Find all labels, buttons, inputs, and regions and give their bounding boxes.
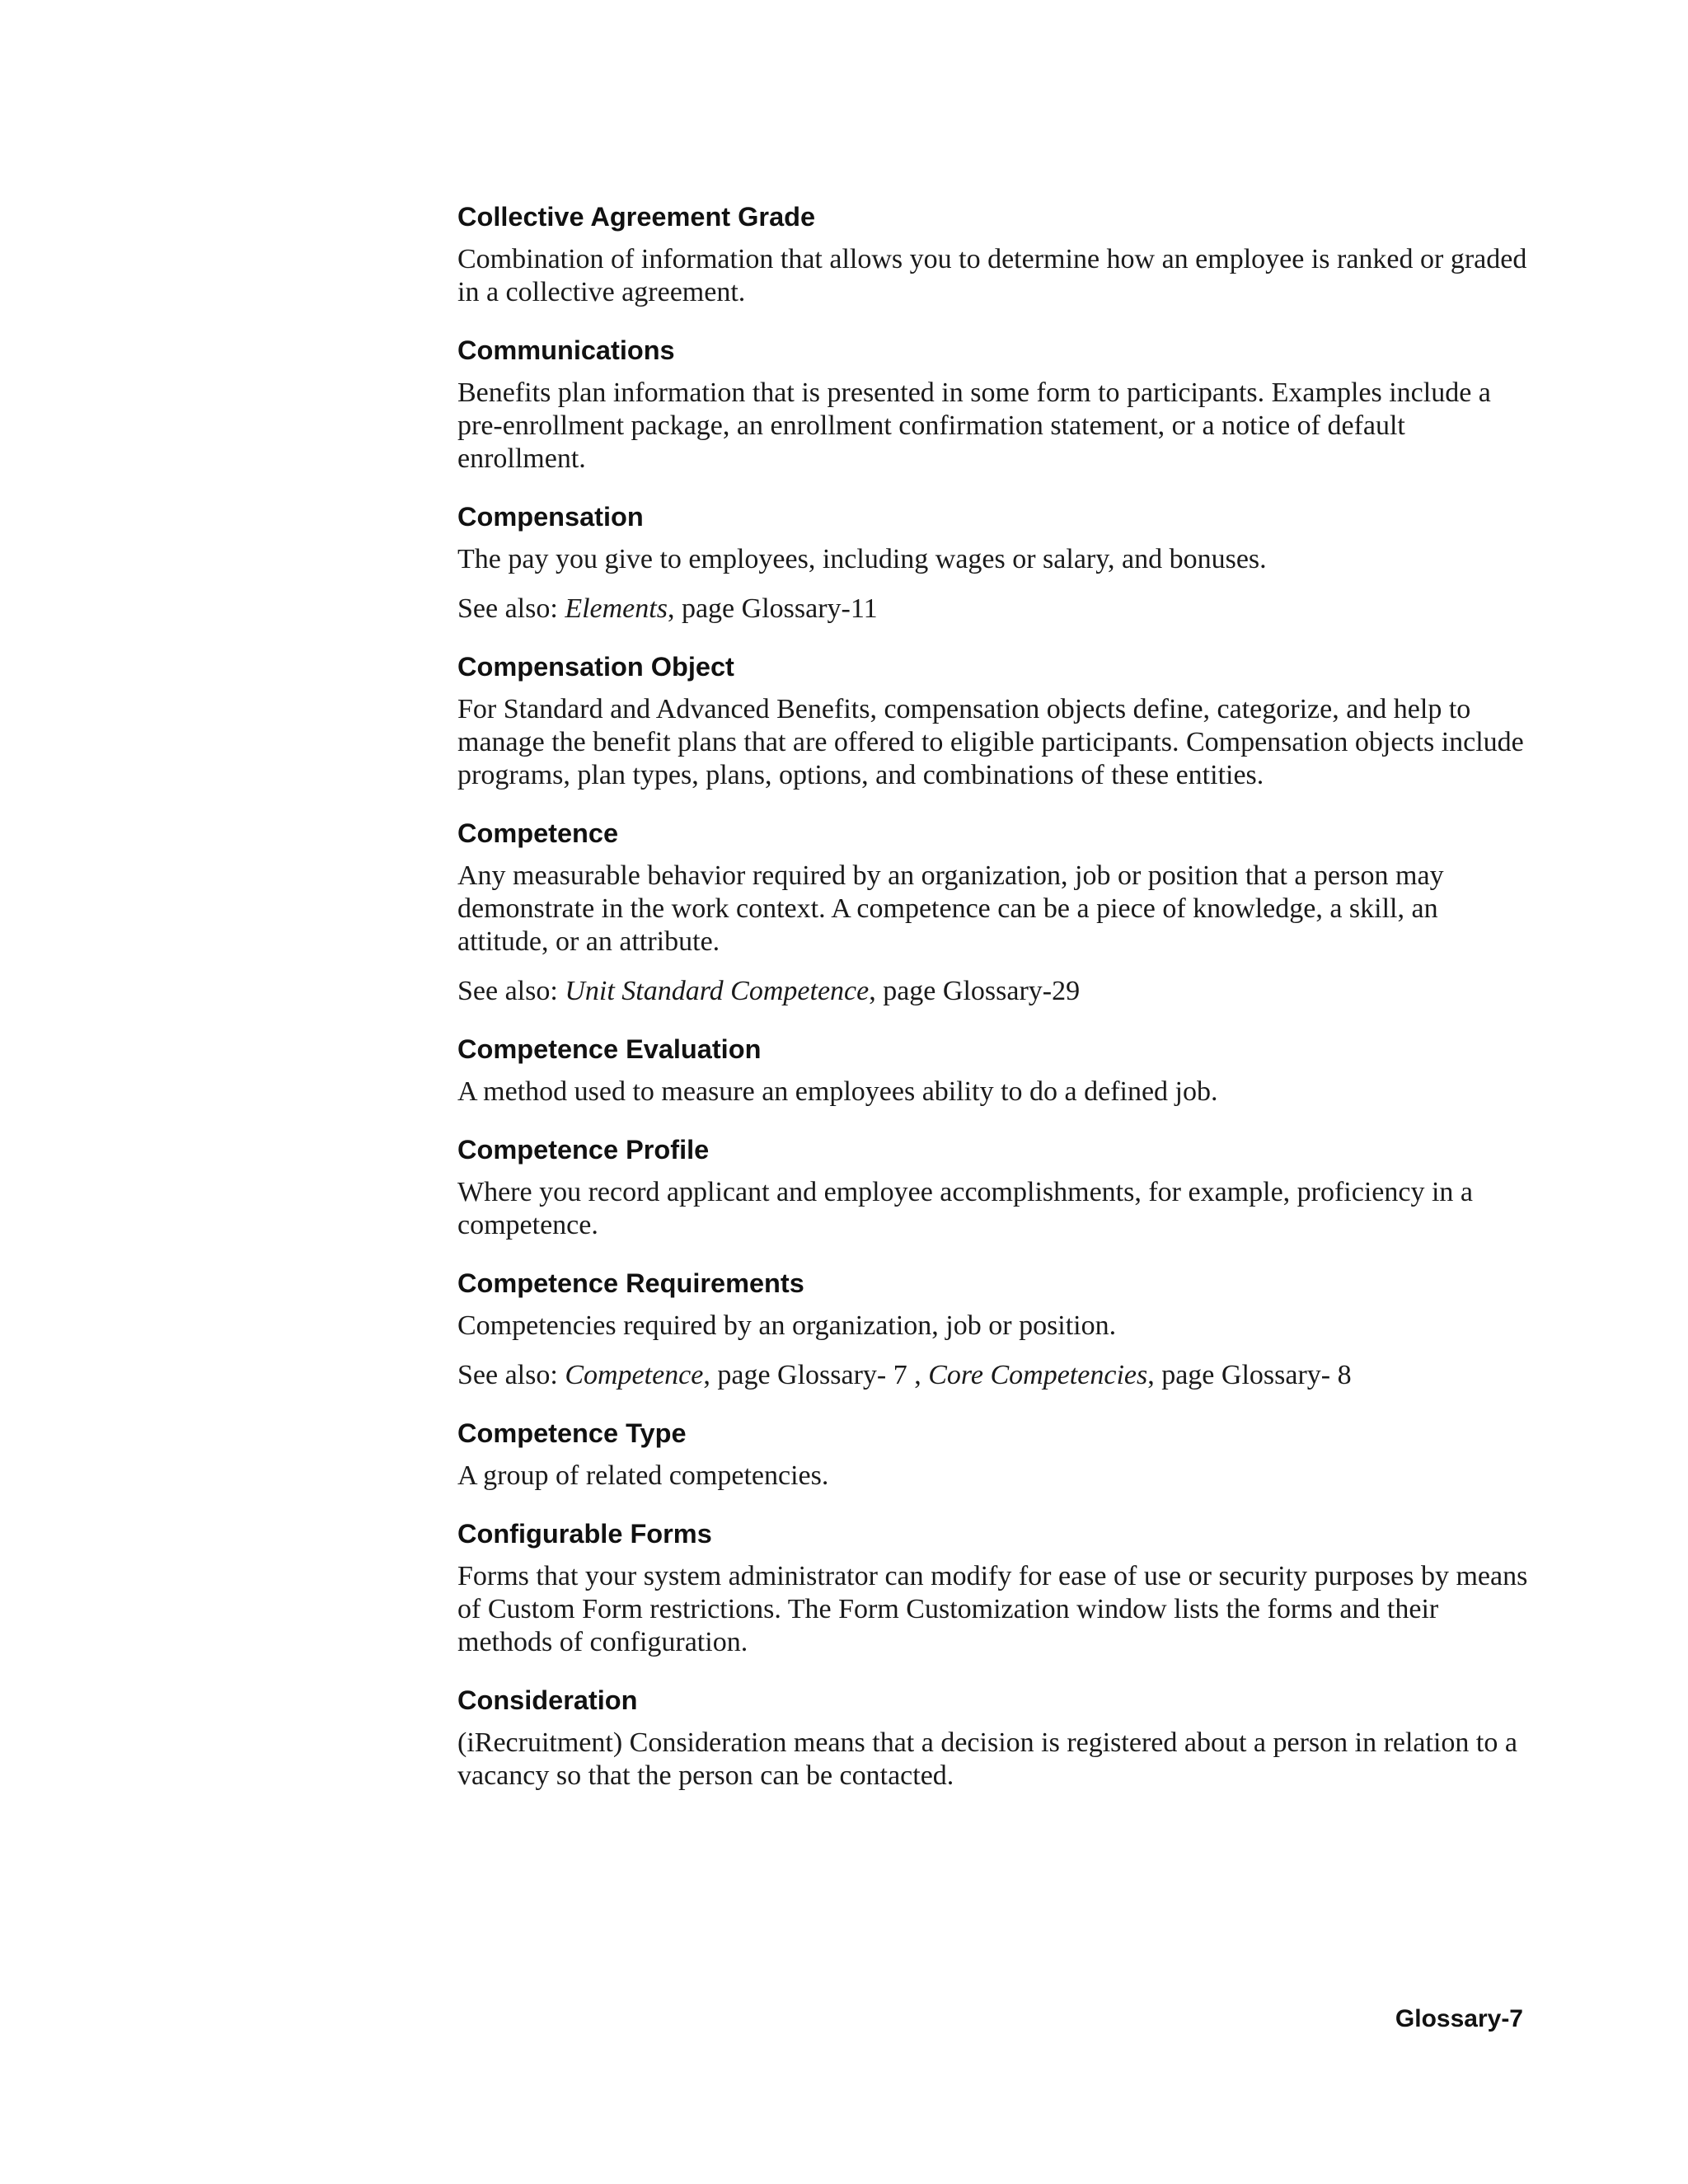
glossary-term: Competence: [457, 818, 619, 848]
glossary-entry: [457, 200, 1529, 309]
glossary-definition: (iRecruitment) Consideration means that a decision is registered about a person in relation to a vacancy so that the person can be contacted.: [457, 1727, 1517, 1791]
cross-reference-page: , page Glossary- 7 ,: [703, 1360, 921, 1390]
see-also-line: [457, 1359, 1529, 1392]
glossary-entry: [457, 650, 1529, 792]
glossary-term: Competence Type: [457, 1418, 687, 1448]
glossary-term: Collective Agreement Grade: [457, 202, 816, 232]
glossary-term: Consideration: [457, 1685, 638, 1715]
see-also-label: See also:: [457, 976, 558, 1006]
cross-reference-link[interactable]: Core Competencies: [928, 1360, 1148, 1390]
glossary-entry: [457, 1417, 1529, 1493]
glossary-entry: [457, 1517, 1529, 1659]
glossary-definition: For Standard and Advanced Benefits, compensation objects define, categorize, and help to manage the benefit plans that are offered to eligible participants. Compensation objects include programs, plan types, plans, options, and combinations of these entities.: [457, 694, 1524, 790]
glossary-entry: [457, 1267, 1529, 1392]
glossary-list: [457, 200, 1529, 1817]
cross-reference-link[interactable]: Competence: [565, 1360, 704, 1390]
see-also-label: See also:: [457, 593, 558, 624]
see-also-label: See also:: [457, 1360, 558, 1390]
glossary-definition: Combination of information that allows you to determine how an employee is ranked or graded in a collective agreement.: [457, 244, 1527, 307]
glossary-term: Competence Requirements: [457, 1268, 804, 1298]
glossary-definition: The pay you give to employees, including wages or salary, and bonuses.: [457, 544, 1267, 574]
glossary-definition: Forms that your system administrator can modify for ease of use or security purposes by means of Custom Form restrictions. The Form Customization window lists the forms and their methods of configuration.: [457, 1561, 1528, 1657]
glossary-entry: [457, 1133, 1529, 1242]
cross-reference-page: , page Glossary-11: [667, 593, 878, 624]
cross-reference-link[interactable]: Unit Standard Competence: [565, 976, 870, 1006]
glossary-term: Compensation: [457, 502, 644, 532]
glossary-term: Communications: [457, 335, 675, 365]
see-also-line: [457, 975, 1529, 1008]
page-number: Glossary-7: [1395, 2005, 1523, 2032]
glossary-definition: A method used to measure an employees ability to do a defined job.: [457, 1076, 1218, 1107]
glossary-entry: [457, 1033, 1529, 1108]
glossary-entry: [457, 1684, 1529, 1793]
glossary-term: Competence Profile: [457, 1135, 710, 1165]
glossary-definition: A group of related competencies.: [457, 1460, 829, 1491]
see-also-line: [457, 593, 1529, 626]
cross-reference-page: , page Glossary- 8: [1147, 1360, 1352, 1390]
cross-reference-link[interactable]: Elements: [565, 593, 668, 624]
cross-reference-page: , page Glossary-29: [869, 976, 1081, 1006]
glossary-definition: Any measurable behavior required by an organization, job or position that a person may demonstrate in the work context. A competence can be a piece of knowledge, a skill, an attitude, or an attribute.: [457, 860, 1444, 957]
glossary-term: Configurable Forms: [457, 1519, 712, 1549]
glossary-definition: Benefits plan information that is presented in some form to participants. Examples include a pre-enrollment package, an enrollment confirmation statement, or a notice of default enrollment.: [457, 377, 1491, 474]
glossary-term: Compensation Object: [457, 652, 734, 682]
glossary-entry: [457, 500, 1529, 626]
glossary-definition: Where you record applicant and employee accomplishments, for example, proficiency in a competence.: [457, 1177, 1474, 1240]
glossary-entry: [457, 817, 1529, 1008]
glossary-term: Competence Evaluation: [457, 1034, 762, 1064]
glossary-entry: [457, 334, 1529, 476]
glossary-definition: Competencies required by an organization, job or position.: [457, 1310, 1117, 1341]
